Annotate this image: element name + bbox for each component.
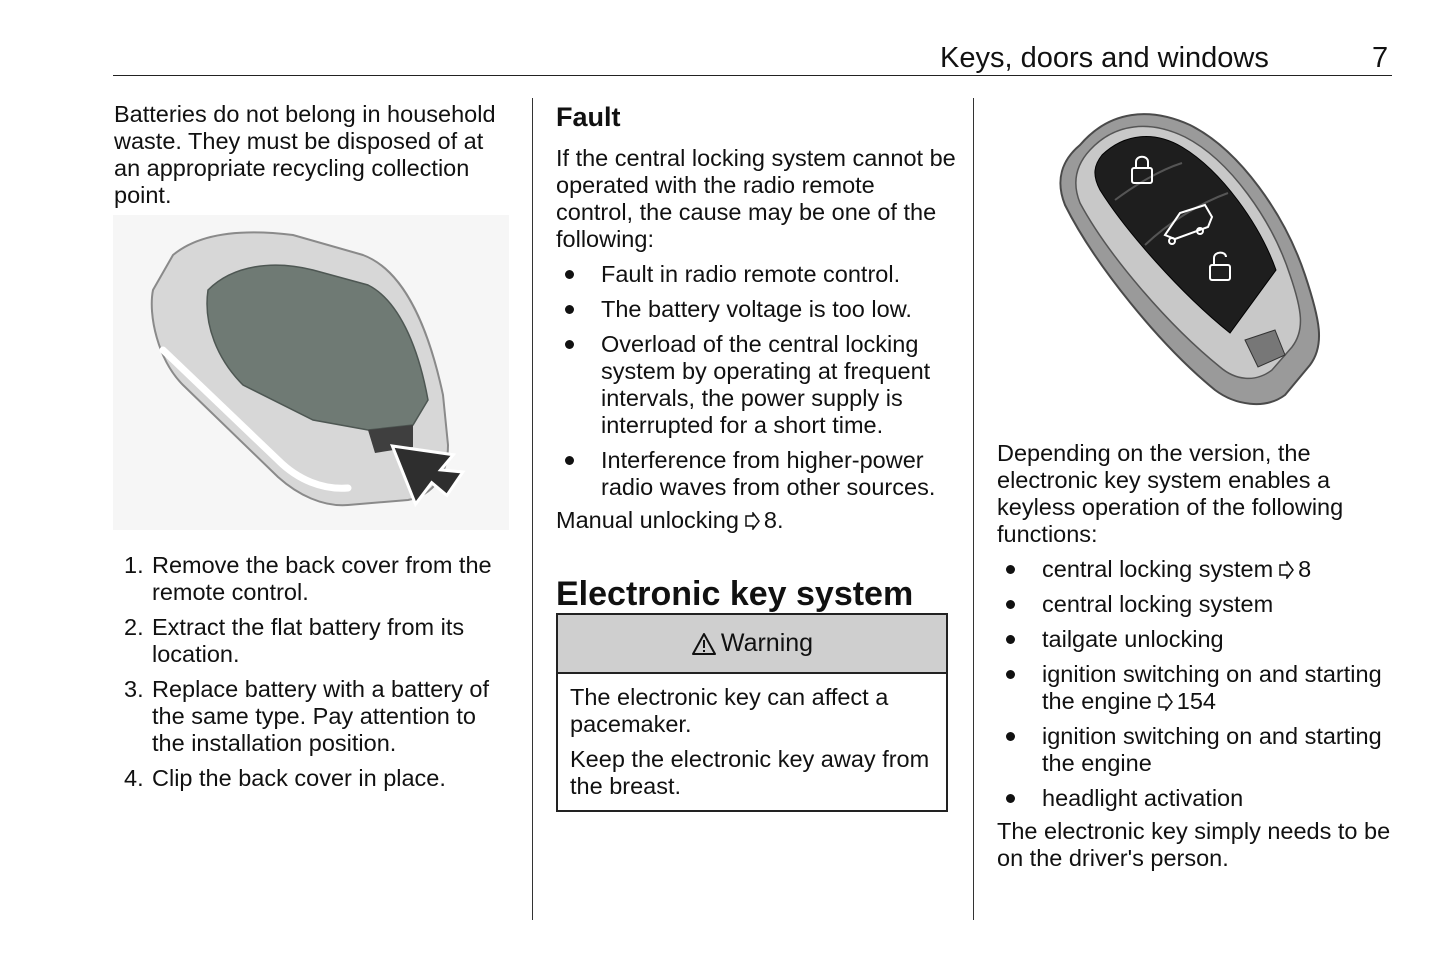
list-item: ignition switching on and starting the engine 154 [997, 661, 1397, 715]
warning-text: The electronic key can affect a pacemaker. [570, 684, 889, 737]
warning-text: Keep the electronic key away from the breast. [570, 746, 930, 799]
column-left [114, 101, 514, 209]
list-item: Fault in radio remote control. [556, 261, 956, 288]
electronic-key-illustration [1040, 105, 1350, 410]
warning-body [558, 674, 946, 800]
column-divider-2 [973, 98, 974, 920]
closing-text: The electronic key simply needs to be on the driver's person. [997, 818, 1391, 871]
warning-header [558, 615, 946, 674]
list-item: ignition switching on and starting the engine [997, 723, 1397, 777]
warning-box [556, 613, 948, 812]
functions-list [997, 556, 1397, 812]
electronic-key-intro: Depending on the version, the electronic key system enables a keyless operation of the following functions: [997, 440, 1344, 547]
column-divider-1 [532, 98, 533, 920]
list-item: tailgate unlocking [997, 626, 1397, 653]
manual-unlocking-ref: Manual unlocking 8. [556, 507, 784, 533]
warning-title: Warning [720, 629, 814, 657]
list-item: central locking system 8 [997, 556, 1397, 583]
column-middle [556, 101, 956, 614]
list-item: The battery voltage is too low. [556, 296, 956, 323]
steps-list [114, 552, 514, 792]
list-item: headlight activation [997, 785, 1397, 812]
key-back-cover-illustration [113, 215, 509, 530]
chapter-title: Keys, doors and windows [940, 42, 1269, 74]
page-reference-icon [1279, 561, 1294, 579]
fault-heading: Fault [556, 102, 621, 132]
list-item: 2. Extract the flat battery from its location. [124, 614, 465, 667]
list-item: 3. Replace battery with a battery of the same type. Pay attention to the installation position. [124, 676, 490, 756]
fault-intro: If the central locking system cannot be operated with the radio remote control, the cause may be one of the following: [556, 145, 956, 252]
list-item: 4. Clip the back cover in place. [124, 765, 446, 791]
page-reference-icon [1158, 693, 1173, 711]
fault-list [556, 261, 956, 501]
header-divider [113, 75, 1392, 76]
battery-disposal-text: Batteries do not belong in household waste. They must be disposed of at an appropriate recycling collection point. [114, 101, 496, 208]
list-item: central locking system [997, 591, 1397, 618]
list-item: 1. Remove the back cover from the remote control. [124, 552, 492, 605]
warning-triangle-icon [691, 632, 717, 656]
list-item: Interference from higher-power radio waves from other sources. [556, 447, 956, 501]
section-heading: Electronic key system [556, 575, 914, 613]
page-number: 7 [1372, 42, 1389, 74]
column-right [997, 440, 1397, 872]
page-reference-icon [745, 512, 760, 530]
list-item: Overload of the central locking system by operating at frequent intervals, the power supply is interrupted for a short time. [556, 331, 956, 439]
battery-steps [114, 552, 514, 800]
